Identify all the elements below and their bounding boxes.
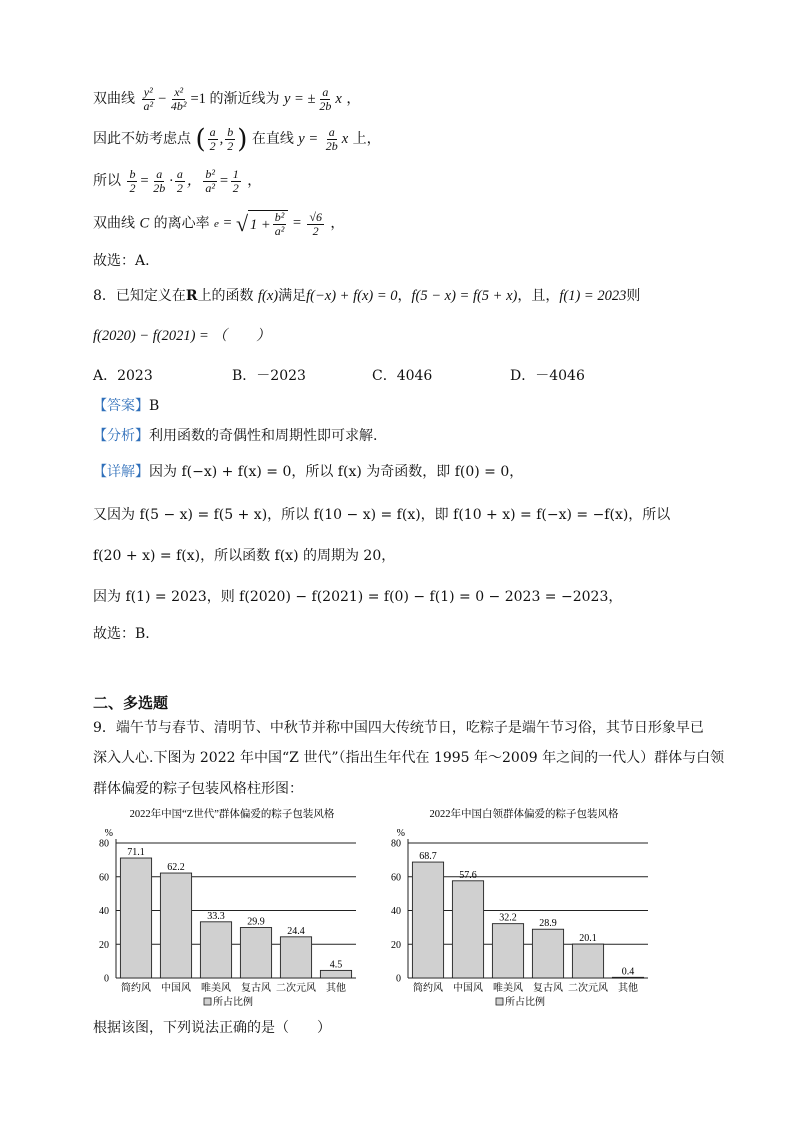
text: 因此不妨考虑点: [93, 130, 191, 147]
chart-title: 2022年中国白领群体偏爱的粽子包装风格: [429, 809, 619, 820]
bar: [572, 944, 603, 978]
bar: [200, 922, 231, 978]
solution-choice: 故选：A.: [93, 253, 150, 269]
option-b: B．－2023: [232, 368, 306, 384]
bar: [612, 977, 643, 978]
text: ，: [247, 172, 262, 189]
chart-z-generation: [86, 803, 366, 1013]
text: 在直线: [251, 130, 294, 147]
y-tick-label: 40: [99, 906, 109, 917]
text: 双曲线: [93, 215, 135, 232]
q8-stem: 8．已知定义在R上的函数 f(x)满足f(−x) + f(x) = 0，f(5 − x) = f(5 + x)，且，f(1) = 2023则: [93, 288, 641, 304]
legend-swatch: [204, 998, 211, 1005]
q8-detail-4: 因为 f(1) = 2023，则 f(2020) − f(2021) = f(0) − f(1) = 0 − 2023 = −2023，: [93, 589, 623, 605]
solution-line-1: 双曲线 $\frac{\text{y²}}{\text{a²}}$ − $\frac{\text{x²}}{\text{4b²}}$ =1 的渐近线为 y = ± $\frac{a}{2b}$ x ，: [93, 85, 361, 113]
bar: [320, 970, 351, 978]
bar: [160, 873, 191, 978]
data-label: 28.9: [539, 918, 557, 930]
text: 的渐近线为: [209, 90, 280, 107]
curve-name: C: [139, 215, 150, 232]
fraction: $\frac{\text{x²}}{\text{4b²}}$: [170, 85, 187, 113]
x-tick-label: 其他: [326, 983, 346, 994]
text: ，: [397, 288, 412, 304]
q8-detail-5: 故选：B.: [93, 626, 150, 642]
q9-stem-2: 深入人心.下图为 2022 年中国“Z 世代”（指出生年代在 1995 年～2009 年之间的一代人）群体与白领: [93, 750, 725, 766]
q8-detail-2: 又因为 f(5 − x) = f(5 + x)，所以 f(10 − x) = f(x)，即 f(10 + x) = f(−x) = −f(x)，所以: [93, 507, 671, 523]
y-tick-label: 60: [391, 872, 401, 884]
bar: [240, 928, 271, 978]
x-tick-label: 唯美风: [201, 983, 231, 994]
option-c: C．4046: [372, 368, 433, 384]
data-label: 62.2: [167, 862, 185, 874]
text: 满足: [278, 288, 307, 304]
solution-line-3: 所以 $\frac{b}{2}$ = $\frac{a}{2b}$ · $\frac{a}{2}$ ， $\frac{\text{b²}}{\text{a²}}$ = $\frac{1}{2}$ ，: [93, 167, 262, 195]
x-tick-label: 二次元风: [276, 983, 316, 994]
y-tick-label: 20: [99, 939, 109, 951]
y-tick-label: 40: [391, 906, 401, 917]
solution-line-2: 因此不妨考虑点 ( $\frac{a}{2}$ , $\frac{b}{2}$ ) 在直线 y = $\frac{a}{2b}$ x 上，: [93, 124, 381, 155]
chart-title: 2022年中国“Z世代”群体偏爱的粽子包装风格: [129, 809, 335, 820]
text: 上的函数: [197, 288, 254, 304]
bar: [120, 858, 151, 978]
text: 双曲线: [93, 90, 135, 107]
text: ，: [330, 215, 345, 232]
x-tick-label: 简约风: [413, 983, 443, 994]
y-tick-label: 20: [391, 939, 401, 951]
q8-answer: [93, 396, 159, 416]
text: 8．已知定义在: [93, 288, 186, 304]
q8-detail-3: f(20 + x) = f(x)，所以函数 f(x) 的周期为 20，: [93, 548, 396, 564]
data-label: 57.6: [459, 869, 477, 881]
chart-white-collar: [378, 803, 658, 1013]
option-d: D．－4046: [510, 368, 585, 384]
x-tick-label: 唯美风: [493, 983, 523, 994]
y-tick-label: 80: [391, 838, 401, 850]
q9-question: 根据该图，下列说法正确的是（ ）: [93, 1020, 331, 1036]
text: 则: [626, 288, 641, 304]
q8-analysis: [93, 426, 377, 446]
q9-stem-1: 9．端午节与春节、清明节、中秋节并称中国四大传统节日，吃粽子是端午节习俗，其节日形象早已: [93, 720, 704, 736]
x-tick-label: 中国风: [161, 983, 191, 994]
q8-stem-line2: f(2020) − f(2021) = （ ）: [93, 328, 271, 344]
data-label: 33.3: [207, 910, 225, 922]
x-tick-label: 简约风: [121, 983, 151, 994]
data-label: 20.1: [579, 933, 597, 945]
real-set-symbol: R: [185, 288, 198, 304]
x-tick-label: 其他: [618, 983, 638, 994]
legend-swatch: [496, 998, 503, 1005]
text: ，且，: [517, 288, 560, 304]
detail-tag: 【详解】: [93, 464, 149, 480]
text: 上，: [352, 130, 381, 147]
bar-chart-white-collar: [378, 803, 658, 1013]
bar: [492, 924, 523, 978]
data-label: 0.4: [621, 966, 635, 978]
q9-stem-3: 群体偏爱的粽子包装风格柱形图：: [93, 781, 303, 797]
data-label: 29.9: [247, 916, 265, 928]
bar-chart-z-generation: [86, 803, 366, 1013]
detail-text: 因为 f(−x) + f(x) = 0，所以 f(x) 为奇函数，即 f(0) = 0，: [149, 464, 524, 480]
solution-line-4: 双曲线 C 的离心率 e = √ 1 + $\frac{\text{b²}}{\text{a²}}$ = $\frac{√6}{2}$ ，: [93, 209, 345, 238]
legend-label: 所占比例: [505, 997, 545, 1008]
x-tick-label: 中国风: [453, 983, 483, 994]
y-axis-unit: %: [104, 828, 113, 839]
data-label: 68.7: [419, 851, 437, 863]
fraction: $\frac{\text{y²}}{\text{a²}}$: [143, 85, 154, 113]
data-label: 71.1: [127, 847, 145, 859]
y-tick-label: 60: [99, 872, 109, 884]
equation-rhs: =1: [190, 90, 206, 107]
data-label: 4.5: [329, 959, 343, 971]
x-tick-label: 二次元风: [568, 983, 608, 994]
text: 所以: [93, 172, 121, 189]
y-tick-label: 80: [99, 838, 109, 850]
y-axis-unit: %: [396, 828, 405, 839]
x-tick-label: 复古风: [241, 983, 271, 994]
option-a: A．2023: [93, 368, 153, 384]
text: ，: [346, 90, 361, 107]
data-label: 24.4: [287, 925, 305, 937]
y-tick-label: 0: [104, 973, 109, 985]
bar: [280, 937, 311, 978]
analysis-tag: 【分析】: [93, 428, 149, 444]
analysis-text: 利用函数的奇偶性和周期性即可求解.: [149, 428, 378, 444]
x-tick-label: 复古风: [533, 983, 563, 994]
answer-value: B: [149, 398, 160, 414]
bar: [412, 862, 443, 978]
legend-label: 所占比例: [213, 997, 253, 1008]
section-title: 二、多选题: [93, 694, 169, 712]
text: 的离心率: [153, 215, 210, 232]
bar: [532, 929, 563, 978]
data-label: 32.2: [499, 912, 517, 924]
y-tick-label: 0: [396, 973, 401, 985]
bar: [452, 881, 483, 978]
q8-detail-1: [93, 462, 523, 482]
answer-tag: 【答案】: [93, 398, 149, 414]
